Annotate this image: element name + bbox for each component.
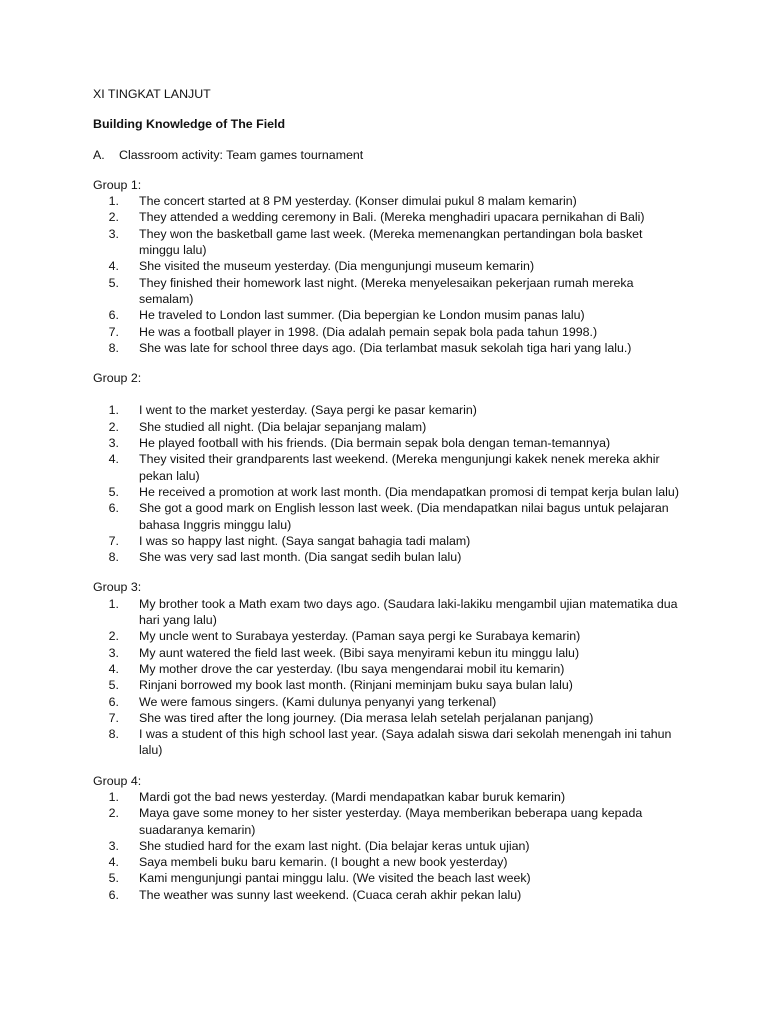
item-text: Rinjani borrowed my book last month. (Rinjani meminjam buku saya bulan lalu) [139, 678, 573, 693]
item-number: 7. [108, 710, 119, 725]
item-number: 3. [108, 645, 119, 660]
item-text: Saya membeli buku baru kemarin. (I bought a new book yesterday) [139, 855, 508, 870]
item-text: We were famous singers. (Kami dulunya penyanyi yang terkenal) [139, 694, 497, 709]
item-text: I went to the market yesterday. (Saya pergi ke pasar kemarin) [139, 403, 477, 418]
group-label: Group 2: [93, 371, 142, 386]
list-item [93, 854, 683, 870]
list-item [93, 451, 683, 484]
list-item [93, 694, 683, 710]
item-text: She was tired after the long journey. (Dia merasa lelah setelah perjalanan panjang) [139, 710, 594, 725]
item-number: 8. [108, 340, 119, 355]
list-item [93, 870, 683, 886]
list-item [93, 789, 683, 805]
item-text: My mother drove the car yesterday. (Ibu saya mengendarai mobil itu kemarin) [139, 661, 565, 676]
item-text: My uncle went to Surabaya yesterday. (Paman saya pergi ke Surabaya kemarin) [139, 629, 581, 644]
item-text: They visited their grandparents last weekend. (Mereka mengunjungi kakek nenek mereka akhir pekan lalu) [139, 452, 660, 483]
list-item [93, 402, 683, 418]
list-item [93, 838, 683, 854]
spacer [93, 565, 683, 579]
group-list [93, 596, 683, 759]
item-number: 3. [108, 226, 119, 241]
item-number: 1. [108, 789, 119, 804]
list-item [93, 500, 683, 533]
item-text: She got a good mark on English lesson last week. (Dia mendapatkan nilai bagus untuk pelajaran bahasa Inggris minggu lalu) [139, 501, 669, 532]
item-number: 6. [108, 887, 119, 902]
item-text: Mardi got the bad news yesterday. (Mardi mendapatkan kabar buruk kemarin) [139, 789, 566, 804]
list-item [93, 677, 683, 693]
item-text: She studied hard for the exam last night. (Dia belajar keras untuk ujian) [139, 838, 530, 853]
group-list [93, 789, 683, 903]
list-item [93, 533, 683, 549]
document-title: Building Knowledge of The Field [93, 117, 286, 132]
list-item [93, 484, 683, 500]
list-item [93, 307, 683, 323]
section-text: Classroom activity: Team games tournament [119, 147, 364, 162]
item-text: Kami mengunjungi pantai minggu lalu. (We visited the beach last week) [139, 871, 531, 886]
spacer [93, 759, 683, 773]
list-item [93, 193, 683, 209]
spacer [93, 102, 683, 116]
item-text: They finished their homework last night. (Mereka menyelesaikan pekerjaan rumah mereka semalam) [139, 275, 634, 306]
item-number: 7. [108, 324, 119, 339]
list-item [93, 275, 683, 308]
group-label: Group 4: [93, 773, 142, 788]
item-text: I was so happy last night. (Saya sangat bahagia tadi malam) [139, 533, 471, 548]
item-number: 5. [108, 275, 119, 290]
spacer [93, 356, 683, 370]
document-header: XI TINGKAT LANJUT [93, 87, 211, 101]
item-number: 2. [108, 806, 119, 821]
list-item [93, 596, 683, 629]
spacer [93, 133, 683, 147]
group-list [93, 402, 683, 565]
item-number: 6. [108, 308, 119, 323]
item-number: 3. [108, 838, 119, 853]
item-text: She visited the museum yesterday. (Dia mengunjungi museum kemarin) [139, 259, 535, 274]
list-item [93, 258, 683, 274]
item-text: He played football with his friends. (Dia bermain sepak bola dengan teman-temannya) [139, 436, 611, 451]
item-number: 2. [108, 210, 119, 225]
item-text: The weather was sunny last weekend. (Cuaca cerah akhir pekan lalu) [139, 887, 522, 902]
item-text: My aunt watered the field last week. (Bibi saya menyirami kebun itu minggu lalu) [139, 645, 580, 660]
list-item [93, 419, 683, 435]
item-number: 3. [108, 436, 119, 451]
item-number: 6. [108, 694, 119, 709]
group-list [93, 193, 683, 356]
item-text: My brother took a Math exam two days ago. (Saudara laki-lakiku mengambil ujian matematika dua hari yang lalu) [139, 596, 678, 628]
item-number: 2. [108, 629, 119, 644]
list-item [93, 226, 683, 259]
item-text: I was a student of this high school last year. (Saya adalah siswa dari sekolah menengah ini tahun lalu) [139, 727, 672, 758]
item-number: 7. [108, 533, 119, 548]
item-number: 8. [108, 727, 119, 742]
spacer [93, 163, 683, 177]
item-text: He traveled to London last summer. (Dia bepergian ke London musim panas lalu) [139, 308, 585, 323]
item-number: 4. [108, 661, 119, 676]
list-item [93, 549, 683, 565]
list-item [93, 340, 683, 356]
section-marker: A. [93, 147, 105, 162]
item-number: 1. [108, 194, 119, 209]
item-text: Maya gave some money to her sister yesterday. (Maya memberikan beberapa uang kepada suadaranya kemarin) [139, 806, 643, 837]
item-number: 1. [108, 596, 119, 611]
list-item [93, 661, 683, 677]
document-content [93, 86, 683, 903]
item-number: 1. [108, 403, 119, 418]
list-item [93, 324, 683, 340]
item-number: 4. [108, 259, 119, 274]
list-item [93, 435, 683, 451]
item-text: She studied all night. (Dia belajar sepanjang malam) [139, 419, 427, 434]
list-item [93, 805, 683, 838]
item-text: They attended a wedding ceremony in Bali. (Mereka menghadiri upacara pernikahan di Bali) [139, 210, 645, 225]
list-item [93, 726, 683, 759]
spacer [93, 386, 683, 402]
list-item [93, 628, 683, 644]
item-number: 6. [108, 501, 119, 516]
group-label: Group 3: [93, 580, 142, 595]
item-text: She was late for school three days ago. (Dia terlambat masuk sekolah tiga hari yang lalu.) [139, 340, 632, 355]
list-item [93, 645, 683, 661]
item-number: 2. [108, 419, 119, 434]
item-number: 8. [108, 550, 119, 565]
item-text: He received a promotion at work last month. (Dia mendapatkan promosi di tempat kerja bulan lalu) [139, 484, 679, 499]
section-heading [93, 147, 683, 163]
list-item [93, 710, 683, 726]
item-number: 5. [108, 871, 119, 886]
item-number: 5. [108, 484, 119, 499]
item-text: He was a football player in 1998. (Dia adalah pemain sepak bola pada tahun 1998.) [139, 324, 598, 339]
item-text: She was very sad last month. (Dia sangat sedih bulan lalu) [139, 550, 462, 565]
group-label: Group 1: [93, 177, 142, 192]
item-text: The concert started at 8 PM yesterday. (Konser dimulai pukul 8 malam kemarin) [139, 194, 577, 209]
item-number: 5. [108, 678, 119, 693]
item-number: 4. [108, 452, 119, 467]
item-text: They won the basketball game last week. (Mereka memenangkan pertandingan bola basket minggu lalu) [139, 226, 643, 258]
list-item [93, 209, 683, 225]
item-number: 4. [108, 855, 119, 870]
list-item [93, 887, 683, 903]
